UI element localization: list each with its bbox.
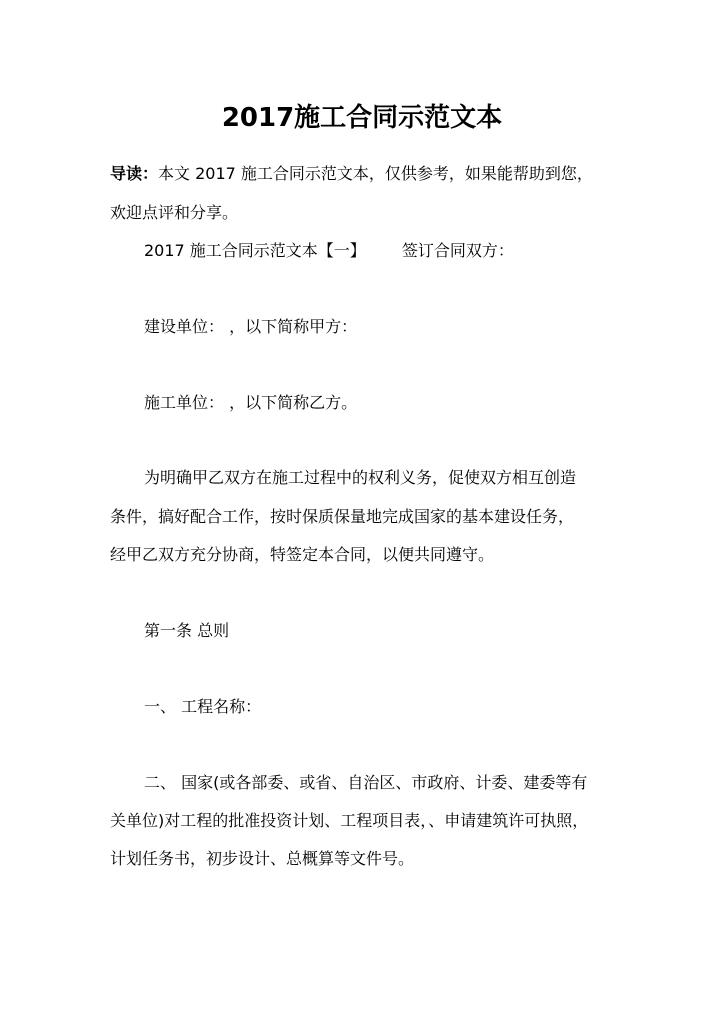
clause-2-line-2: 关单位)对工程的批准投资计划、工程项目表，、申请建筑许可执照， [110, 811, 589, 830]
intro-label: 导读 [110, 164, 143, 183]
intro-line-2: 欢迎点评和分享。 [110, 203, 239, 222]
paragraph-purpose-line-2: 条件，搞好配合工作，按时保质保量地完成国家的基本建设任务， [110, 507, 575, 526]
article-heading: 第一条 总则 [144, 621, 230, 640]
paragraph-party-b: 施工单位： ，以下简称乙方。 [144, 393, 358, 412]
intro-line-1 [110, 162, 593, 186]
paragraph-purpose-line-3: 经甲乙双方充分协商，特签定本合同，以便共同遵守。 [110, 545, 495, 564]
clause-1: 一、 工程名称： [144, 697, 262, 716]
paragraph-purpose-line-1: 为明确甲乙双方在施工过程中的权利义务，促使双方相互创造 [144, 468, 577, 487]
intro-colon: ： [142, 164, 159, 183]
intro-text-1: 本文 2017 施工合同示范文本，仅供参考，如果能帮助到您， [158, 164, 593, 183]
section-heading [144, 239, 514, 263]
clause-2-line-3: 计划任务书，初步设计、总概算等文件号。 [110, 849, 415, 868]
document-title: 2017施工合同示范文本 [221, 103, 503, 133]
paragraph-party-a: 建设单位： ，以下简称甲方： [144, 317, 358, 336]
section-heading-title: 2017 施工合同示范文本【一】 [144, 241, 366, 260]
clause-2-line-1: 二、 国家(或各部委、或省、自治区、市政府、计委、建委等有 [144, 773, 588, 792]
section-heading-subtitle: 签订合同双方： [401, 241, 514, 260]
